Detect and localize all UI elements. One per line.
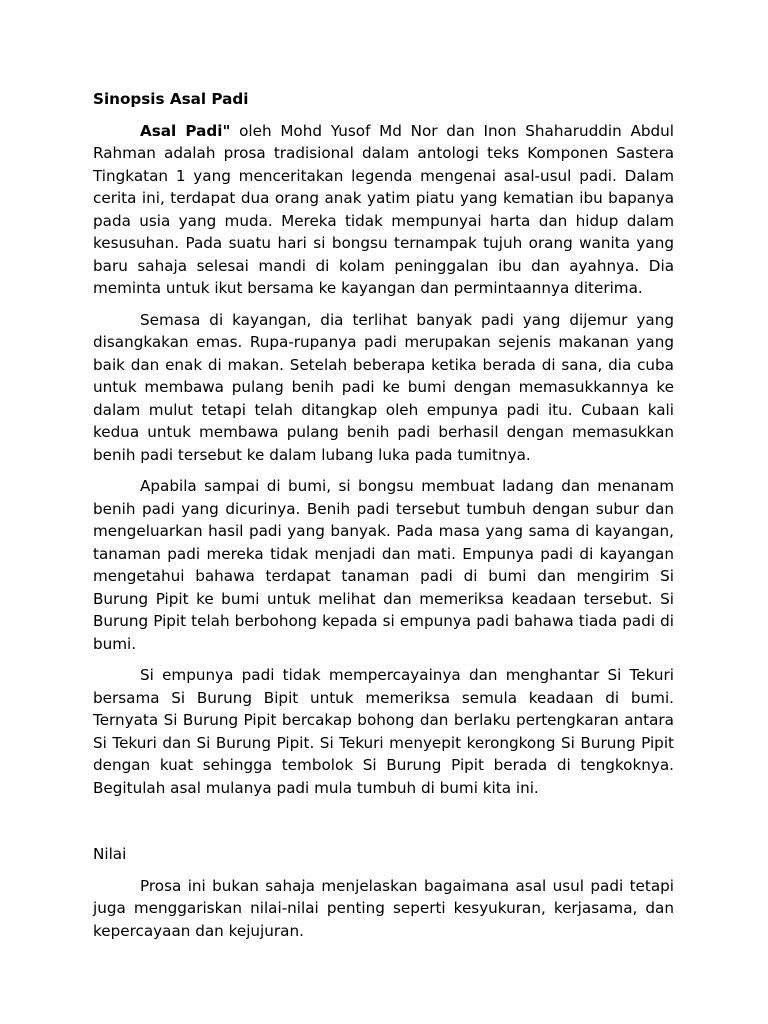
nilai-heading: Nilai xyxy=(93,845,127,863)
synopsis-paragraph-1-text: oleh Mohd Yusof Md Nor dan Inon Shaharuddin Abdul Rahman adalah prosa tradisional dalam antologi teks Komponen Sastera Tingkatan 1 yang menceritakan legenda mengenai asal-usul padi. Dalam cerita ini, terdapat dua orang anak yatim piatu yang kematian ibu bapanya pada usia yang muda. Mereka tidak mempunyai harta dan hidup dalam kesusuhan. Pada suatu hari si bongsu ternampak tujuh orang wanita yang baru sahaja selesai mandi di kolam peninggalan ibu dan ayahnya. Dia meminta untuk ikut bersama ke kayangan dan permintaannya diterima. xyxy=(93,121,675,297)
synopsis-paragraph-4: Si empunya padi tidak mempercayainya dan menghantar Si Tekuri bersama Si Burung Bipit untuk memeriksa semula keadaan di bumi. Ternyata Si Burung Pipit bercakap bohong dan berlaku pertengkaran antara Si Tekuri dan Si Burung Pipit. Si Tekuri menyepit kerongkong Si Burung Pipit dengan kuat sehingga tembolok Si Burung Pipit berada di tengkoknya. Begitulah asal mulanya padi mula tumbuh di bumi kita ini. xyxy=(93,666,674,797)
document-page xyxy=(93,88,674,951)
synopsis-paragraph-2: Semasa di kayangan, dia terlihat banyak padi yang dijemur yang disangkakan emas. Rupa-rupanya padi merupakan sejenis makanan yang baik dan enak di makan. Setelah beberapa ketika berada di sana, dia cuba untuk membawa pulang benih padi ke bumi dengan memasukkannya ke dalam mulut tetapi telah ditangkap oleh empunya padi itu. Cubaan kali kedua untuk membawa pulang benih padi berhasil dengan memasukkan benih padi tersebut ke dalam lubang luka pada tumitnya. xyxy=(93,310,674,464)
story-title-lead: Asal Padi" xyxy=(140,121,231,140)
synopsis-paragraph-3: Apabila sampai di bumi, si bongsu membuat ladang dan menanam benih padi yang dicurinya. Benih padi tersebut tumbuh dengan subur dan mengeluarkan hasil padi yang banyak. Pada masa yang sama di kayangan, tanaman padi mereka tidak menjadi dan mati. Empunya padi di kayangan mengetahui bahawa terdapat tanaman padi di bumi dan mengirim Si Burung Pipit ke bumi untuk melihat dan memeriksa keadaan tersebut. Si Burung Pipit telah berbohong kepada si empunya padi bahawa tiada padi di bumi. xyxy=(93,477,674,653)
synopsis-paragraph-1 xyxy=(93,120,674,300)
nilai-paragraph: Prosa ini bukan sahaja menjelaskan bagaimana asal usul padi tetapi juga menggariskan nilai-nilai penting seperti kesyukuran, kerjasama, dan kepercayaan dan kejujuran. xyxy=(93,876,674,940)
document-title: Sinopsis Asal Padi xyxy=(93,90,249,108)
